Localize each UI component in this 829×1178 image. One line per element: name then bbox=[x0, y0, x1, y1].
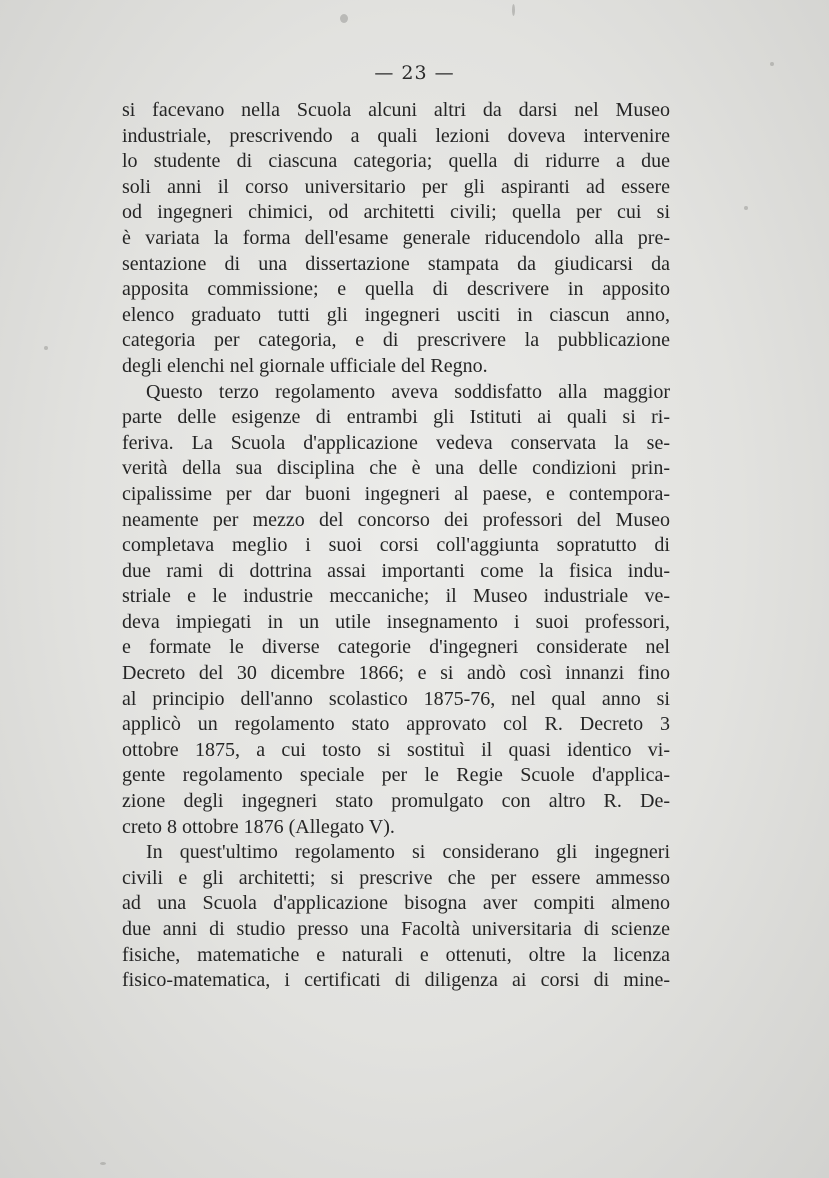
text-line: fisiche, matematiche e naturali e ottenuti, oltre la licenza bbox=[122, 943, 670, 966]
text-line: sentazione di una dissertazione stampata da giudicarsi da bbox=[122, 252, 670, 275]
text-line: apposita commissione; e quella di descrivere in apposito bbox=[122, 278, 670, 301]
text-line: Questo terzo regolamento aveva soddisfatto alla maggior bbox=[146, 380, 670, 403]
text-line: due anni di studio presso una Facoltà universitaria di scienze bbox=[122, 918, 670, 940]
text-line: parte delle esigenze di entrambi gli Istituti ai quali si ri- bbox=[122, 406, 670, 429]
text-line: civili e gli architetti; si prescrive che per essere ammesso bbox=[122, 866, 670, 889]
paper-speck bbox=[340, 14, 348, 23]
text-line: elenco graduato tutti gli ingegneri usciti in ciascun anno, bbox=[122, 303, 670, 326]
text-line: cipalissime per dar buoni ingegneri al paese, e contempora- bbox=[122, 482, 670, 505]
text-line: due rami di dottrina assai importanti come la fisica indu- bbox=[122, 559, 670, 582]
paper-speck bbox=[744, 206, 748, 210]
text-line: al principio dell'anno scolastico 1875-76, nel qual anno si bbox=[122, 687, 670, 710]
text-line: Decreto del 30 dicembre 1866; e si andò così innanzi fino bbox=[122, 662, 670, 685]
text-line: e formate le diverse categorie d'ingegneri considerate nel bbox=[122, 636, 670, 659]
text-line: In quest'ultimo regolamento si considerano gli ingegneri bbox=[146, 841, 670, 864]
text-line: completava meglio i suoi corsi coll'aggiunta sopratutto di bbox=[122, 534, 670, 557]
text-line: deva impiegati in un utile insegnamento i suoi professori, bbox=[122, 610, 670, 633]
text-line: degli elenchi nel giornale ufficiale del Regno. bbox=[122, 354, 488, 377]
page-number: — 23 — bbox=[374, 62, 455, 84]
text-line: categoria per categoria, e di prescrivere la pubblicazione bbox=[122, 329, 670, 352]
text-line: feriva. La Scuola d'applicazione vedeva conservata la se- bbox=[122, 431, 670, 454]
text-line: è variata la forma dell'esame generale riducendolo alla pre- bbox=[122, 226, 670, 249]
text-line: ad una Scuola d'applicazione bisogna aver compiti almeno bbox=[122, 892, 670, 915]
text-line: verità della sua disciplina che è una delle condizioni prin- bbox=[122, 457, 670, 480]
text-line: ottobre 1875, a cui tosto si sostituì il quasi identico vi- bbox=[122, 738, 670, 761]
text-line: striale e le industrie meccaniche; il Museo industriale ve- bbox=[122, 585, 670, 608]
text-line: soli anni il corso universitario per gli aspiranti ad essere bbox=[122, 175, 670, 198]
text-line: zione degli ingegneri stato promulgato con altro R. De- bbox=[122, 790, 670, 813]
text-line: neamente per mezzo del concorso dei professori del Museo bbox=[122, 508, 670, 531]
text-line: od ingegneri chimici, od architetti civili; quella per cui si bbox=[122, 201, 670, 224]
text-line: applicò un regolamento stato approvato col R. Decreto 3 bbox=[122, 713, 670, 736]
paper-speck bbox=[44, 346, 48, 350]
text-line: gente regolamento speciale per le Regie Scuole d'applica- bbox=[122, 764, 670, 787]
text-line: lo studente di ciascuna categoria; quella di ridurre a due bbox=[122, 150, 670, 173]
text-line: fisico-matematica, i certificati di diligenza ai corsi di mine- bbox=[122, 969, 670, 992]
body-text bbox=[122, 98, 670, 994]
paper-speck bbox=[100, 1162, 106, 1165]
text-line: si facevano nella Scuola alcuni altri da darsi nel Museo bbox=[122, 99, 670, 121]
text-line: creto 8 ottobre 1876 (Allegato V). bbox=[122, 815, 395, 838]
paper-speck bbox=[512, 4, 515, 16]
text-line: industriale, prescrivendo a quali lezioni doveva intervenire bbox=[122, 124, 670, 147]
